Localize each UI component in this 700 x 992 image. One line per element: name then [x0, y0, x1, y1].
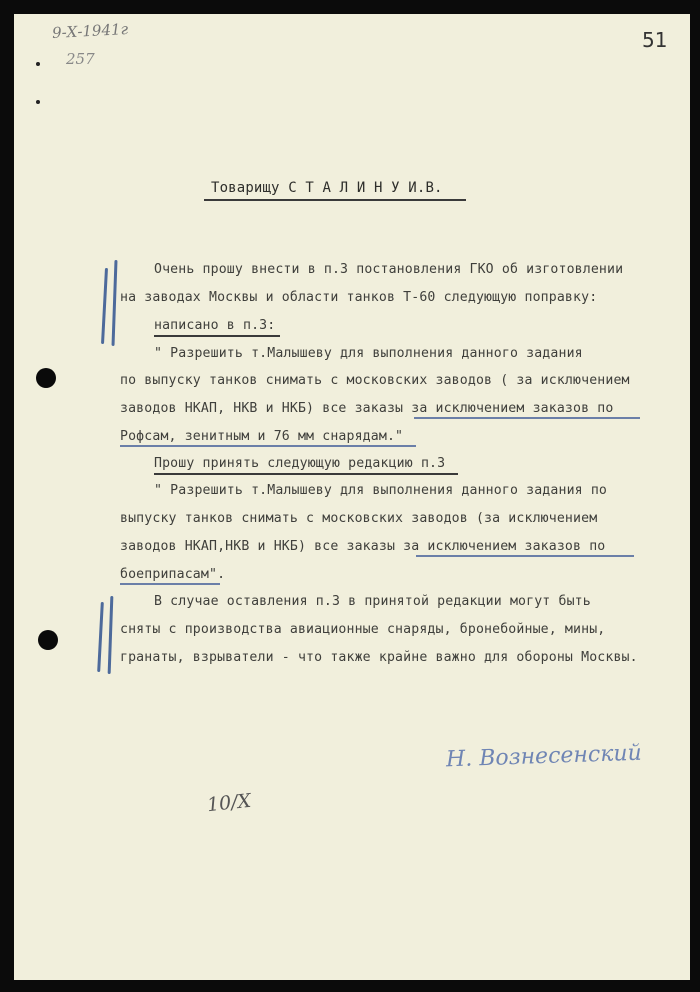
quote-1-line-4: Рофсам, зенитным и 76 мм снарядам.": [120, 429, 404, 444]
margin-mark-bar-2b: [108, 596, 114, 674]
quote-2-underline-a: [416, 555, 634, 557]
quote-1-underline-b: [120, 445, 416, 447]
margin-mark-bar-1a: [101, 268, 108, 344]
paragraph-3-line-2: сняты с производства авиационные снаряды, бронебойные, мины,: [120, 622, 606, 637]
accept-label-underline: [154, 473, 458, 475]
page-number: 51: [642, 28, 668, 52]
quote-2-line-3: заводов НКАП,НКВ и НКБ) все заказы за исключением заказов по: [120, 539, 606, 554]
quote-1-underline-a: [414, 417, 640, 419]
margin-mark-bar-2a: [97, 602, 104, 672]
binder-dot-1: [36, 62, 40, 66]
date-note: 10/Х: [205, 789, 253, 817]
written-label: написано в п.3:: [154, 318, 276, 333]
margin-mark-bar-1b: [112, 260, 118, 346]
quote-2-line-4: боеприпасам".: [120, 567, 226, 582]
quote-1-line-3: заводов НКАП, НКВ и НКБ) все заказы за исключением заказов по: [120, 401, 614, 416]
archive-number-mark: 257: [66, 50, 95, 68]
quote-2-underline-b: [120, 583, 220, 585]
archive-date-mark: 9-Х-1941г: [51, 20, 129, 42]
quote-1-line-1: " Разрешить т.Малышеву для выполнения данного задания: [154, 346, 583, 361]
quote-2-line-1: " Разрешить т.Малышеву для выполнения данного задания по: [154, 483, 608, 498]
document-page: [14, 14, 690, 980]
paragraph-1-line-1: Очень прошу внести в п.3 постановления ГКО об изготовлении: [154, 262, 624, 277]
document-heading: Товарищу С Т А Л И Н У И.В.: [211, 180, 443, 196]
paragraph-3-line-3: гранаты, взрыватели - что также крайне важно для обороны Москвы.: [120, 650, 638, 665]
quote-1-line-2: по выпуску танков снимать с московских заводов ( за исключением: [120, 373, 630, 388]
binder-hole-2: [38, 630, 58, 650]
signature: Н. Вознесенский: [445, 740, 643, 773]
accept-label: Прошу принять следующую редакцию п.3: [154, 456, 446, 471]
paragraph-3-line-1: В случае оставления п.3 в принятой редакции могут быть: [154, 594, 591, 609]
heading-underline: [204, 199, 466, 201]
quote-2-line-2: выпуску танков снимать с московских заводов (за исключением: [120, 511, 598, 526]
binder-hole-1: [36, 368, 56, 388]
written-label-underline: [154, 335, 280, 337]
binder-dot-2: [36, 100, 40, 104]
paragraph-1-line-2: на заводах Москвы и области танков Т-60 следующую поправку:: [120, 290, 598, 305]
